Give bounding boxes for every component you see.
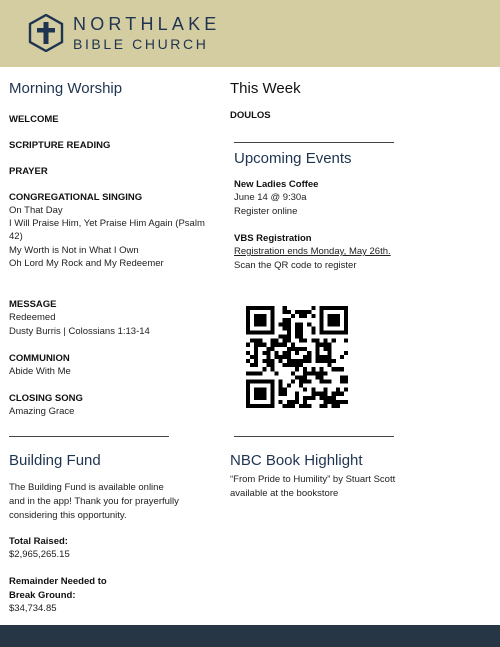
welcome-label: WELCOME (9, 114, 59, 125)
communion-label: COMMUNION (9, 353, 70, 364)
footer-bar (0, 625, 500, 647)
song-2-cont: 42) (9, 231, 23, 242)
building-body-3: considering this opportunity. (9, 510, 127, 521)
song-4: Oh Lord My Rock and My Redeemer (9, 258, 164, 269)
remainder-label-2: Break Ground: (9, 590, 76, 601)
event-1-date: June 14 @ 9:30a (234, 192, 307, 203)
message-title: Redeemed (9, 312, 56, 323)
prayer-label: PRAYER (9, 166, 48, 177)
divider-right-top (234, 142, 394, 143)
total-raised-label: Total Raised: (9, 536, 68, 547)
scripture-label: SCRIPTURE READING (9, 140, 111, 151)
message-speaker: Dusty Burris | Colossians 1:13-14 (9, 326, 150, 337)
vbs-qr-code[interactable] (246, 306, 348, 408)
song-3: My Worth is Not in What I Own (9, 245, 139, 256)
upcoming-events-title: Upcoming Events (234, 150, 352, 167)
communion-song: Abide With Me (9, 366, 71, 377)
message-label: MESSAGE (9, 299, 57, 310)
singing-label: CONGREGATIONAL SINGING (9, 192, 143, 203)
event-1-note: Register online (234, 206, 298, 217)
brand-subtitle: BIBLE CHURCH (73, 36, 209, 52)
church-logo-icon (28, 14, 64, 52)
remainder-label-1: Remainder Needed to (9, 576, 107, 587)
building-fund-title: Building Fund (9, 452, 101, 469)
event-2-deadline-link[interactable]: Registration ends Monday, May 26th. (234, 246, 391, 257)
total-raised-value: $2,965,265.15 (9, 549, 70, 560)
song-2: I Will Praise Him, Yet Praise Him Again (Psalm (9, 218, 205, 229)
building-body-1: The Building Fund is available online (9, 482, 164, 493)
book-highlight-title: NBC Book Highlight (230, 452, 363, 469)
divider-right-bottom (234, 436, 394, 437)
song-1: On That Day (9, 205, 63, 216)
header-banner (0, 0, 500, 67)
brand-name: NORTHLAKE (73, 14, 221, 34)
morning-worship-title: Morning Worship (9, 80, 123, 97)
closing-song: Amazing Grace (9, 406, 75, 417)
book-line-1: “From Pride to Humility” by Stuart Scott (230, 474, 396, 485)
divider-left (9, 436, 169, 437)
this-week-item: DOULOS (230, 110, 271, 121)
event-2-note: Scan the QR code to register (234, 260, 357, 271)
building-body-2: and in the app! Thank you for prayerfully (9, 496, 179, 507)
remainder-value: $34,734.85 (9, 603, 57, 614)
event-2-title: VBS Registration (234, 233, 312, 244)
this-week-title: This Week (230, 80, 301, 97)
closing-label: CLOSING SONG (9, 393, 83, 404)
book-line-2: available at the bookstore (230, 488, 339, 499)
event-1-title: New Ladies Coffee (234, 179, 319, 190)
